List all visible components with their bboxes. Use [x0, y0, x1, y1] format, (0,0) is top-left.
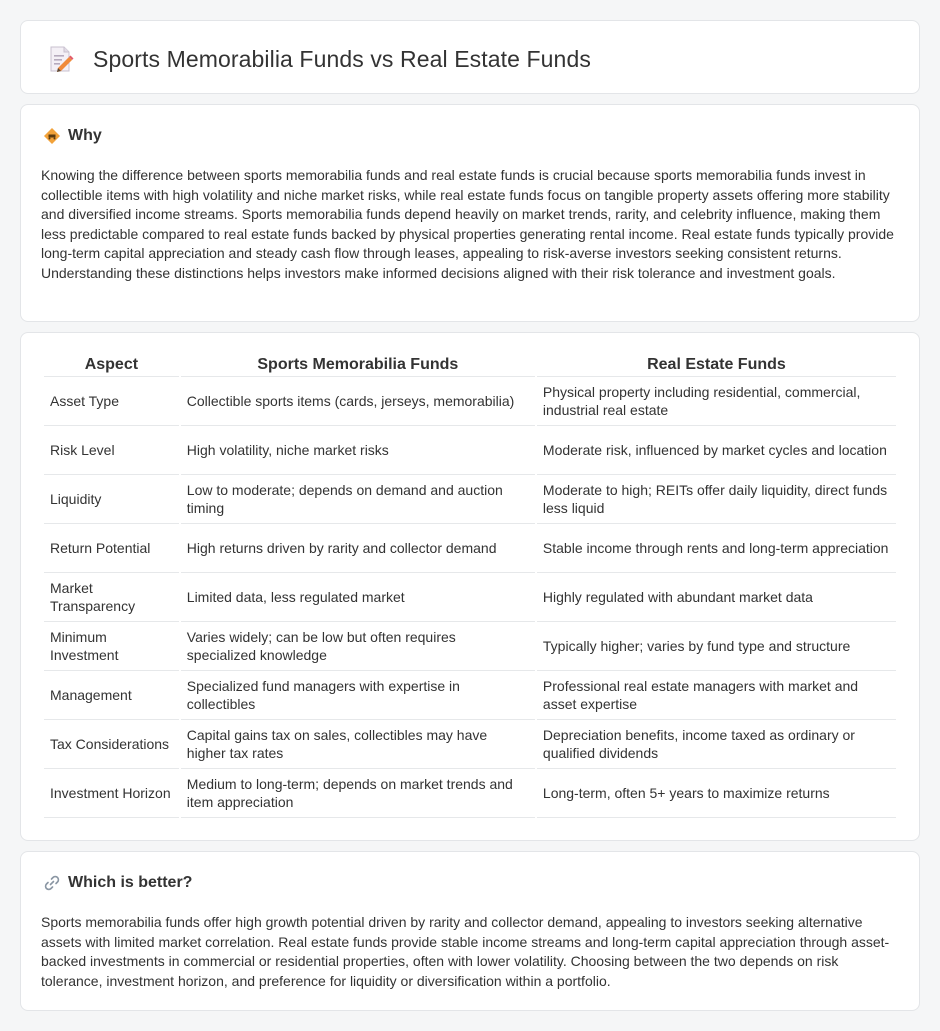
table-row — [44, 622, 896, 671]
table-row — [44, 524, 896, 573]
title-card — [20, 20, 920, 94]
aspect-cell: Management — [44, 671, 179, 720]
table-row — [44, 573, 896, 622]
title-row — [45, 44, 591, 74]
why-section — [20, 104, 920, 322]
why-paragraph: Knowing the difference between sports memorabilia funds and real estate funds is crucial because sports memorabilia funds invest in collectible items with high volatility and niche market risks, while real estate funds focus on tangible property assets offering more stability and diversified income streams. Sports memorabilia funds depend heavily on market trends, rarity, and celebrity influence, making them less predictable compared to real estate funds backed by physical properties generating rental income. Real estate funds typically provide long-term capital appreciation and steady cash flow through leases, appealing to risk-averse investors seeking consistent returns. Understanding these distinctions helps investors make informed decisions aligned with their risk tolerance and investment goals. — [41, 167, 894, 281]
diamond-sign-icon — [43, 127, 61, 145]
page-title: Sports Memorabilia Funds vs Real Estate Funds — [93, 45, 591, 72]
realestate-cell: Long-term, often 5+ years to maximize returns — [537, 769, 896, 818]
realestate-cell: Physical property including residential, commercial, industrial real estate — [537, 377, 896, 426]
realestate-cell: Stable income through rents and long-term appreciation — [537, 524, 896, 573]
aspect-cell: Risk Level — [44, 426, 179, 475]
aspect-cell: Investment Horizon — [44, 769, 179, 818]
table-row — [44, 475, 896, 524]
sports-cell: Collectible sports items (cards, jerseys, memorabilia) — [181, 377, 535, 426]
better-title: Which is better? — [68, 874, 193, 891]
aspect-cell: Return Potential — [44, 524, 179, 573]
link-icon — [43, 874, 61, 892]
table-row — [44, 720, 896, 769]
sports-cell: Capital gains tax on sales, collectibles may have higher tax rates — [181, 720, 535, 769]
header-aspect: Aspect — [44, 353, 179, 377]
header-sports-memorabilia: Sports Memorabilia Funds — [181, 353, 535, 377]
sports-cell: Specialized fund managers with expertise in collectibles — [181, 671, 535, 720]
sports-cell: High volatility, niche market risks — [181, 426, 535, 475]
comparison-table — [42, 353, 898, 818]
why-title: Why — [68, 127, 102, 144]
sports-cell: Limited data, less regulated market — [181, 573, 535, 622]
which-better-section — [20, 851, 920, 1011]
why-heading — [43, 127, 102, 145]
realestate-cell: Moderate to high; REITs offer daily liquidity, direct funds less liquid — [537, 475, 896, 524]
aspect-cell: Market Transparency — [44, 573, 179, 622]
aspect-cell: Minimum Investment — [44, 622, 179, 671]
better-paragraph: Sports memorabilia funds offer high growth potential driven by rarity and collector demand, appealing to investors seeking alternative assets with limited market correlation. Real estate funds provide stable income streams and long-term capital appreciation through asset-backed investments in commercial or residential properties, often with lower volatility. Choosing between the two depends on risk tolerance, investment horizon, and preference for liquidity or diversification within a portfolio. — [41, 914, 890, 989]
aspect-cell: Liquidity — [44, 475, 179, 524]
sports-cell: Low to moderate; depends on demand and auction timing — [181, 475, 535, 524]
realestate-cell: Moderate risk, influenced by market cycles and location — [537, 426, 896, 475]
realestate-cell: Highly regulated with abundant market data — [537, 573, 896, 622]
aspect-cell: Tax Considerations — [44, 720, 179, 769]
document-pencil-icon — [45, 44, 75, 74]
table-row — [44, 426, 896, 475]
sports-cell: Medium to long-term; depends on market trends and item appreciation — [181, 769, 535, 818]
table-header-row — [44, 353, 896, 377]
table-row — [44, 377, 896, 426]
realestate-cell: Professional real estate managers with market and asset expertise — [537, 671, 896, 720]
aspect-cell: Asset Type — [44, 377, 179, 426]
sports-cell: High returns driven by rarity and collector demand — [181, 524, 535, 573]
table-row — [44, 769, 896, 818]
table-row — [44, 671, 896, 720]
header-real-estate: Real Estate Funds — [537, 353, 896, 377]
comparison-section — [20, 332, 920, 841]
realestate-cell: Depreciation benefits, income taxed as ordinary or qualified dividends — [537, 720, 896, 769]
better-heading — [43, 874, 192, 892]
sports-cell: Varies widely; can be low but often requires specialized knowledge — [181, 622, 535, 671]
realestate-cell: Typically higher; varies by fund type and structure — [537, 622, 896, 671]
